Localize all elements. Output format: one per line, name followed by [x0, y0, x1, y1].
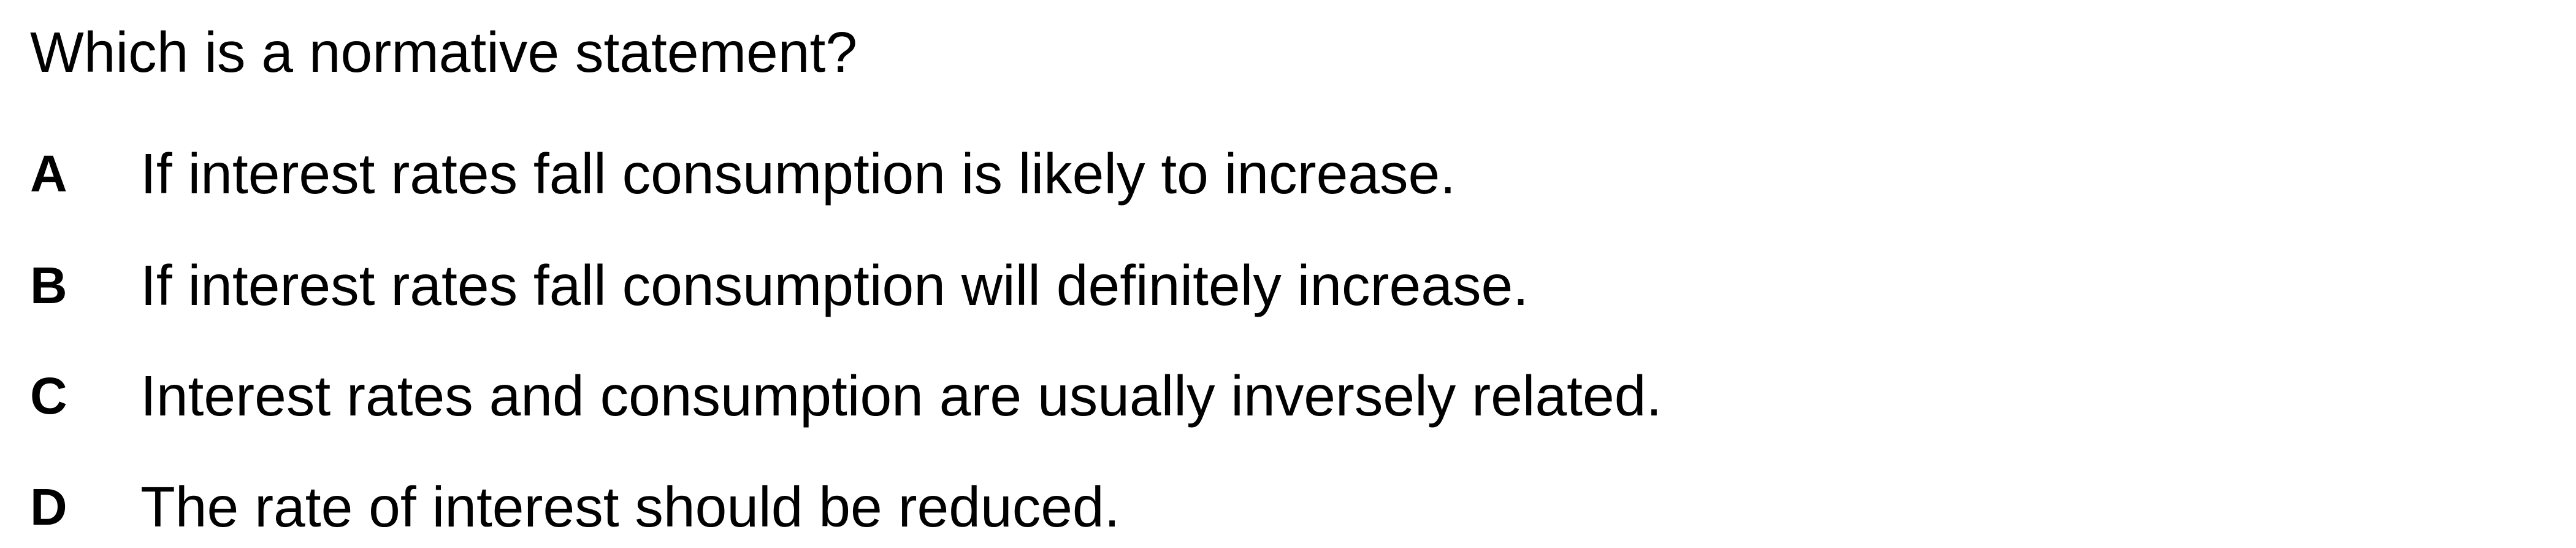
answer-option-c[interactable] — [30, 362, 1662, 430]
option-letter: D — [30, 478, 67, 536]
option-letter: B — [30, 257, 67, 314]
option-text: If interest rates fall consumption is likely to increase. — [140, 142, 1456, 206]
option-text: Interest rates and consumption are usually inversely related. — [140, 364, 1662, 428]
option-text: The rate of interest should be reduced. — [140, 475, 1120, 539]
question-text: Which is a normative statement? — [30, 20, 858, 84]
answer-option-a[interactable] — [30, 140, 1456, 207]
option-letter: A — [30, 145, 67, 203]
option-text: If interest rates fall consumption will definitely increase. — [140, 253, 1529, 317]
answer-option-b[interactable] — [30, 252, 1529, 319]
answer-option-d[interactable] — [30, 473, 1120, 541]
option-letter: C — [30, 367, 67, 425]
